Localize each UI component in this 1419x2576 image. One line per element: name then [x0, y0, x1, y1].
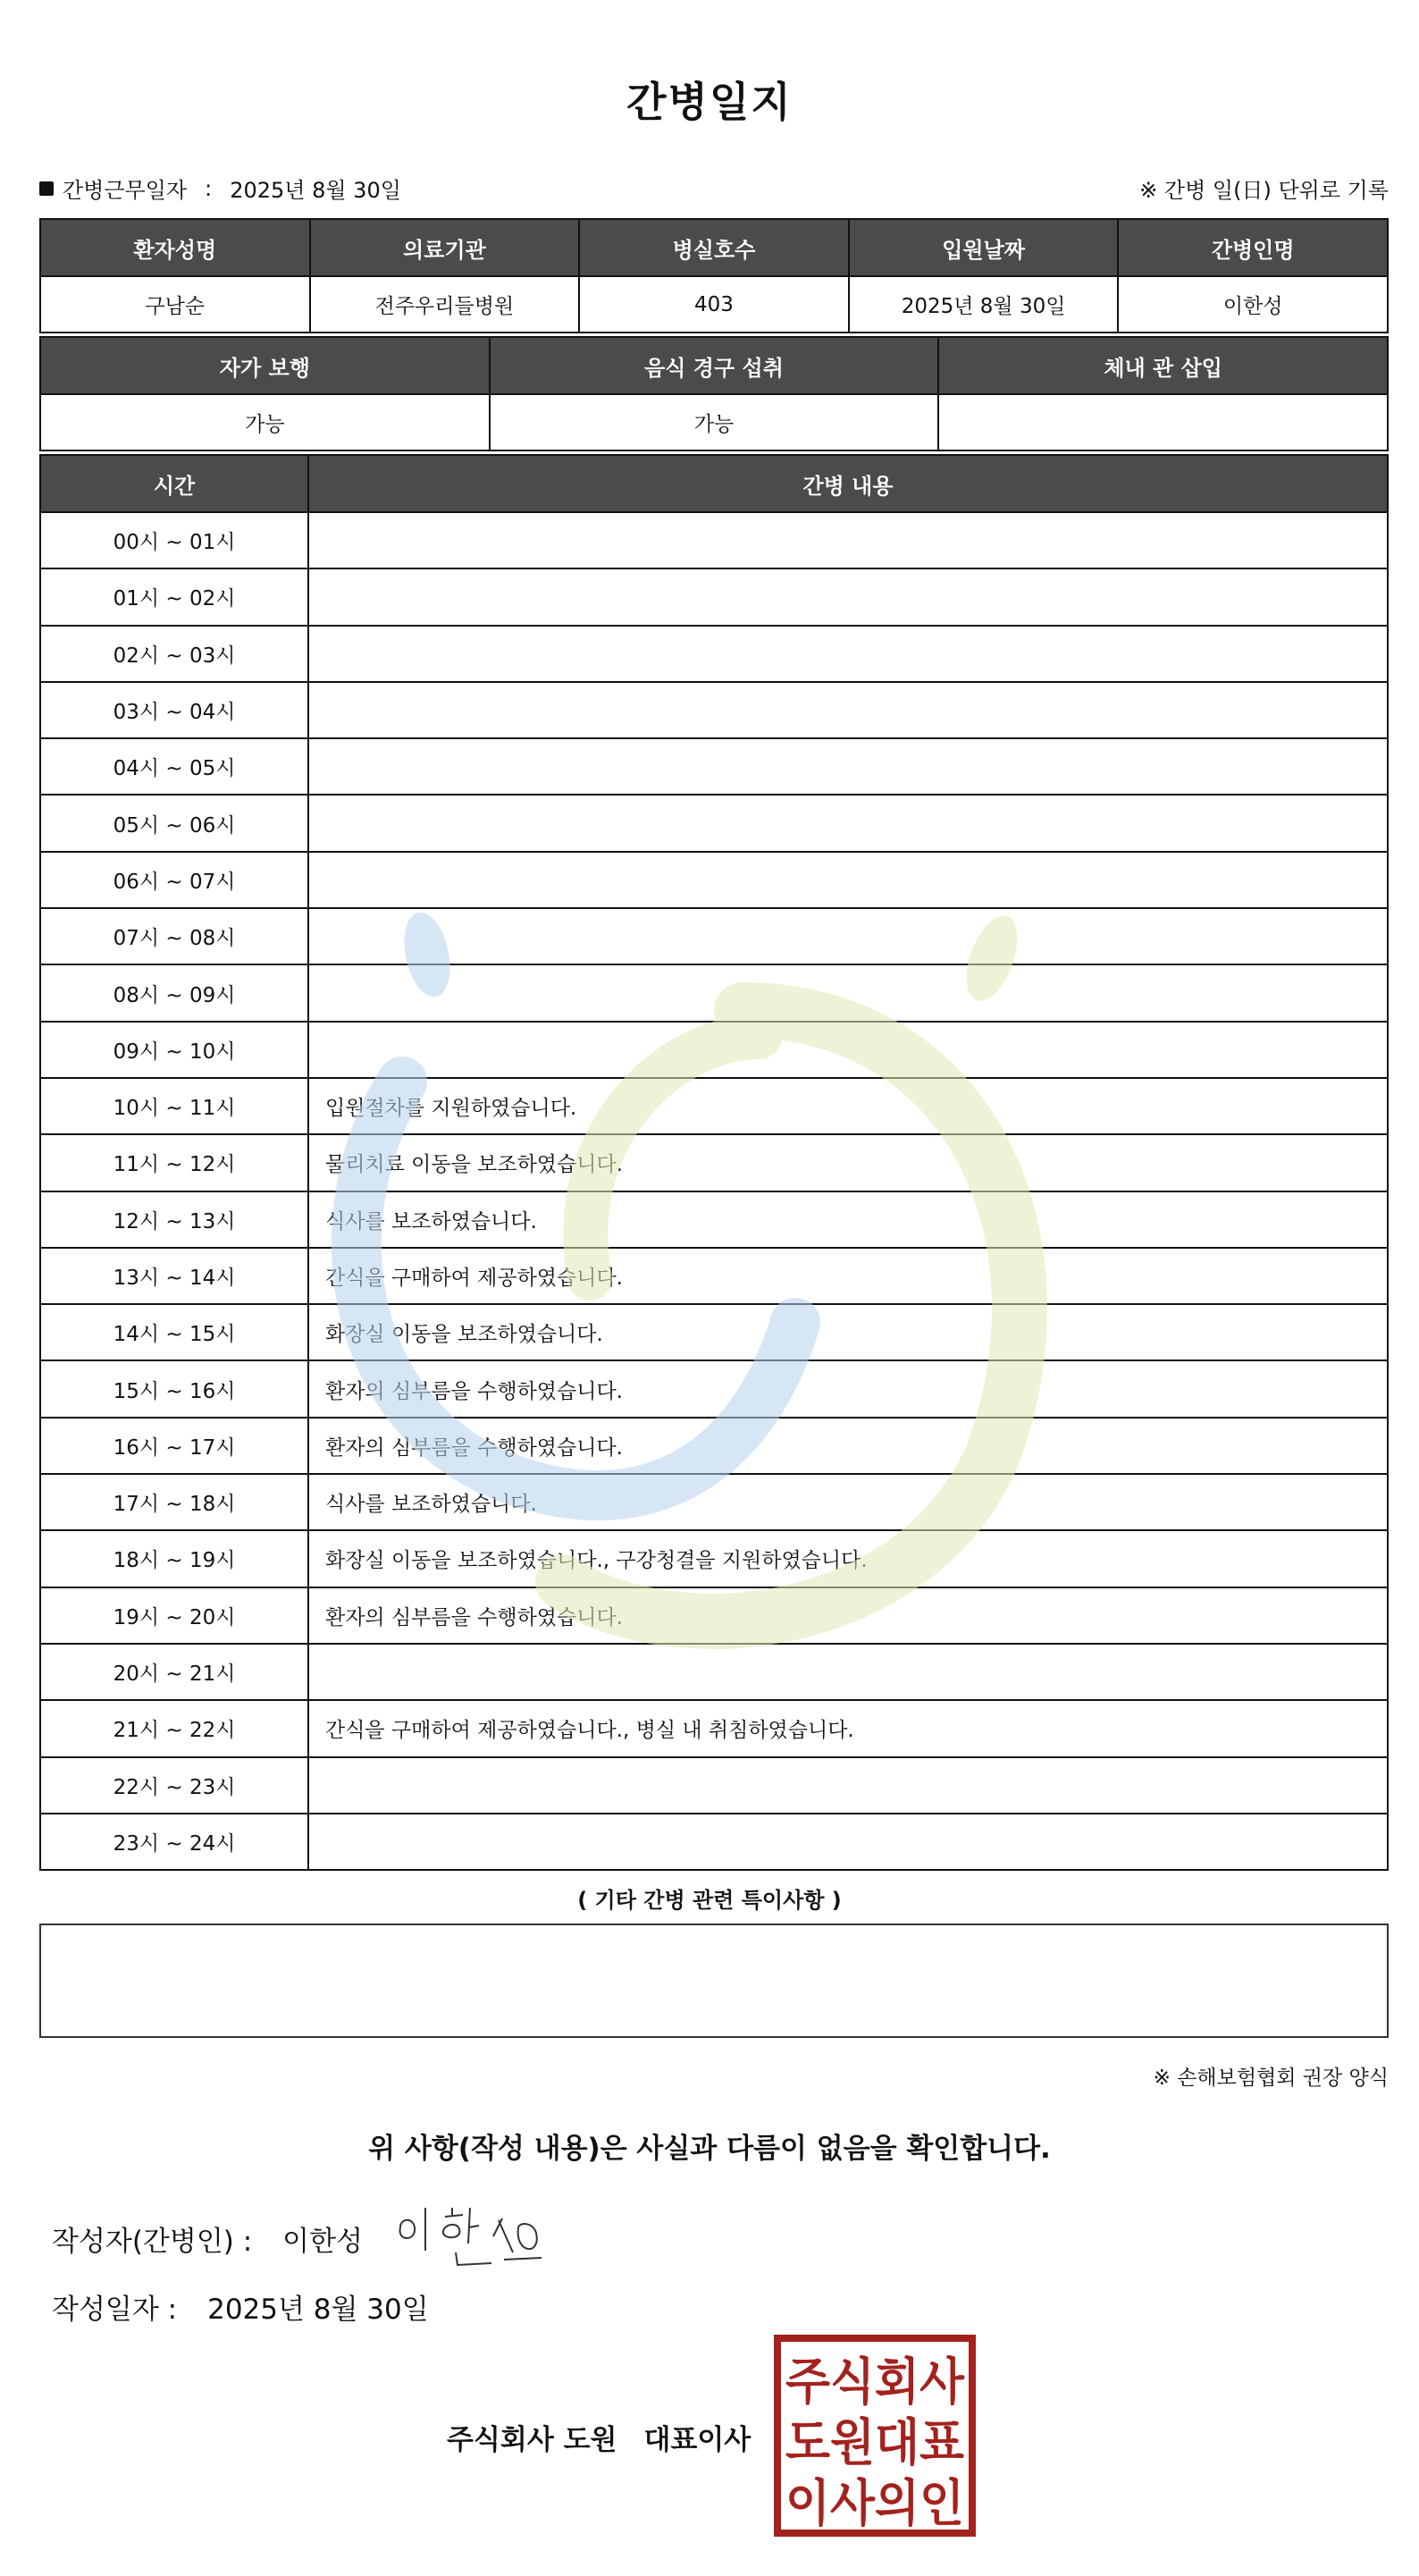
table-row — [40, 964, 1388, 1021]
log-header-row — [40, 455, 1388, 512]
log-time-cell: 09시 ~ 10시 — [40, 1022, 308, 1078]
table-row — [40, 908, 1388, 964]
log-time-cell: 21시 ~ 22시 — [40, 1700, 308, 1756]
log-time-cell: 11시 ~ 12시 — [40, 1134, 308, 1191]
table-row — [40, 1530, 1388, 1587]
admission-date: 2025년 8월 30일 — [849, 276, 1119, 333]
log-time-cell: 16시 ~ 17시 — [40, 1418, 308, 1474]
company-name: 주식회사 도원 — [447, 2424, 617, 2456]
hospital-name: 전주우리들병원 — [310, 276, 580, 333]
status-header-tube: 체내 관 삽입 — [938, 337, 1388, 394]
company-line — [447, 2417, 751, 2457]
table-row — [40, 1757, 1388, 1814]
table-row — [40, 626, 1388, 682]
log-content-cell: 식사를 보조하였습니다. — [308, 1474, 1388, 1530]
table-row — [40, 1304, 1388, 1360]
log-content-cell — [308, 682, 1388, 738]
log-time-cell: 20시 ~ 21시 — [40, 1644, 308, 1700]
table-row — [40, 738, 1388, 795]
log-body — [40, 512, 1388, 1870]
log-content-cell — [308, 964, 1388, 1021]
table-row — [40, 512, 1388, 568]
table-row — [40, 852, 1388, 908]
company-title: 대표이사 — [643, 2424, 751, 2456]
table-row — [40, 1134, 1388, 1191]
info-header-admission-date: 입원날짜 — [849, 219, 1119, 276]
log-time-cell: 12시 ~ 13시 — [40, 1191, 308, 1248]
square-bullet-icon — [39, 181, 54, 196]
table-row — [40, 682, 1388, 738]
log-content-cell — [308, 852, 1388, 908]
log-time-cell: 18시 ~ 19시 — [40, 1530, 308, 1587]
log-time-cell: 05시 ~ 06시 — [40, 795, 308, 851]
log-content-cell — [308, 908, 1388, 964]
log-time-cell: 22시 ~ 23시 — [40, 1757, 308, 1814]
log-time-cell: 23시 ~ 24시 — [40, 1814, 308, 1870]
table-row — [40, 1814, 1388, 1870]
log-time-cell: 02시 ~ 03시 — [40, 626, 308, 682]
patient-name: 구남순 — [40, 276, 310, 333]
log-content-cell: 환자의 심부름을 수행하였습니다. — [308, 1360, 1388, 1417]
info-header-patient-name: 환자성명 — [40, 219, 310, 276]
table-row — [40, 1191, 1388, 1248]
unit-note: ※ 간병 일(日) 단위로 기록 — [1139, 178, 1389, 203]
table-row — [40, 1248, 1388, 1304]
patient-status-table — [39, 336, 1389, 451]
log-content-cell: 간식을 구매하여 제공하였습니다. — [308, 1248, 1388, 1304]
log-header-content: 간병 내용 — [308, 455, 1388, 512]
seal-text-row: 이사의인 — [785, 2475, 964, 2533]
status-header-walking: 자가 보행 — [40, 337, 490, 394]
info-header-caregiver: 간병인명 — [1118, 219, 1388, 276]
table-row — [40, 1644, 1388, 1700]
write-date-value: 2025년 8월 30일 — [207, 2294, 429, 2326]
status-header-oral-intake: 음식 경구 섭취 — [490, 337, 939, 394]
work-date-label: 간병근무일자 — [63, 178, 188, 203]
seal-text-row: 주식회사 — [785, 2353, 965, 2412]
writer-line — [52, 2218, 363, 2259]
log-content-cell: 환자의 심부름을 수행하였습니다. — [308, 1587, 1388, 1644]
log-time-cell: 19시 ~ 20시 — [40, 1587, 308, 1644]
log-time-cell: 03시 ~ 04시 — [40, 682, 308, 738]
status-header-row — [40, 337, 1388, 394]
log-content-cell — [308, 626, 1388, 682]
table-row — [40, 795, 1388, 851]
log-time-cell: 17시 ~ 18시 — [40, 1474, 308, 1530]
page-title: 간병일지 — [626, 78, 793, 126]
writer-label: 작성자(간병인) : — [52, 2226, 253, 2258]
company-seal-stamp — [774, 2335, 976, 2537]
table-row — [40, 1474, 1388, 1530]
caregiver-name: 이한성 — [1118, 276, 1388, 333]
oral-intake-status: 가능 — [490, 394, 939, 450]
log-time-cell: 10시 ~ 11시 — [40, 1078, 308, 1134]
room-number: 403 — [579, 276, 849, 333]
log-header-time: 시간 — [40, 455, 308, 512]
writer-name: 이한성 — [282, 2226, 364, 2258]
meta-row — [39, 173, 1389, 205]
log-time-cell: 08시 ~ 09시 — [40, 964, 308, 1021]
handwritten-signature — [393, 2201, 554, 2272]
log-time-cell: 07시 ~ 08시 — [40, 908, 308, 964]
log-content-cell — [308, 1644, 1388, 1700]
log-time-cell: 00시 ~ 01시 — [40, 512, 308, 568]
work-date-line — [39, 173, 401, 204]
info-header-room: 병실호수 — [579, 219, 849, 276]
table-row — [40, 1587, 1388, 1644]
info-value-row — [40, 276, 1388, 333]
log-content-cell: 간식을 구매하여 제공하였습니다., 병실 내 취침하였습니다. — [308, 1700, 1388, 1756]
log-content-cell: 입원절차를 지원하였습니다. — [308, 1078, 1388, 1134]
log-time-cell: 06시 ~ 07시 — [40, 852, 308, 908]
tube-status — [938, 394, 1388, 450]
write-date-label: 작성일자 : — [52, 2294, 178, 2326]
log-content-cell: 물리치료 이동을 보조하였습니다. — [308, 1134, 1388, 1191]
table-row — [40, 1700, 1388, 1756]
log-content-cell — [308, 568, 1388, 625]
walking-status: 가능 — [40, 394, 490, 450]
care-log-table — [39, 454, 1389, 1871]
write-date-line — [52, 2286, 429, 2327]
log-content-cell: 화장실 이동을 보조하였습니다., 구강청결을 지원하였습니다. — [308, 1530, 1388, 1587]
log-time-cell: 01시 ~ 02시 — [40, 568, 308, 625]
log-time-cell: 14시 ~ 15시 — [40, 1304, 308, 1360]
log-content-cell — [308, 1022, 1388, 1078]
log-content-cell — [308, 1814, 1388, 1870]
table-row — [40, 1418, 1388, 1474]
log-content-cell — [308, 1757, 1388, 1814]
info-header-hospital: 의료기관 — [310, 219, 580, 276]
confirmation-statement: 위 사항(작성 내용)은 사실과 다름이 없음을 확인합니다. — [368, 2133, 1051, 2165]
info-header-row — [40, 219, 1388, 276]
log-time-cell: 13시 ~ 14시 — [40, 1248, 308, 1304]
notes-title: ( 기타 간병 관련 특이사항 ) — [577, 1888, 842, 1913]
table-row — [40, 1360, 1388, 1417]
patient-info-table — [39, 218, 1389, 333]
log-content-cell: 식사를 보조하였습니다. — [308, 1191, 1388, 1248]
status-value-row — [40, 394, 1388, 450]
table-row — [40, 1078, 1388, 1134]
seal-text-row: 도원대표 — [785, 2414, 964, 2472]
notes-box — [39, 1924, 1389, 2038]
log-content-cell — [308, 738, 1388, 795]
form-footnote: ※ 손해보험협회 권장 양식 — [1153, 2067, 1389, 2090]
table-row — [40, 1022, 1388, 1078]
log-content-cell: 환자의 심부름을 수행하였습니다. — [308, 1418, 1388, 1474]
table-row — [40, 568, 1388, 625]
work-date-colon: : — [205, 175, 213, 201]
log-content-cell — [308, 512, 1388, 568]
work-date-value: 2025년 8월 30일 — [230, 178, 401, 203]
log-content-cell — [308, 795, 1388, 851]
log-time-cell: 04시 ~ 05시 — [40, 738, 308, 795]
log-content-cell: 화장실 이동을 보조하였습니다. — [308, 1304, 1388, 1360]
log-time-cell: 15시 ~ 16시 — [40, 1360, 308, 1417]
